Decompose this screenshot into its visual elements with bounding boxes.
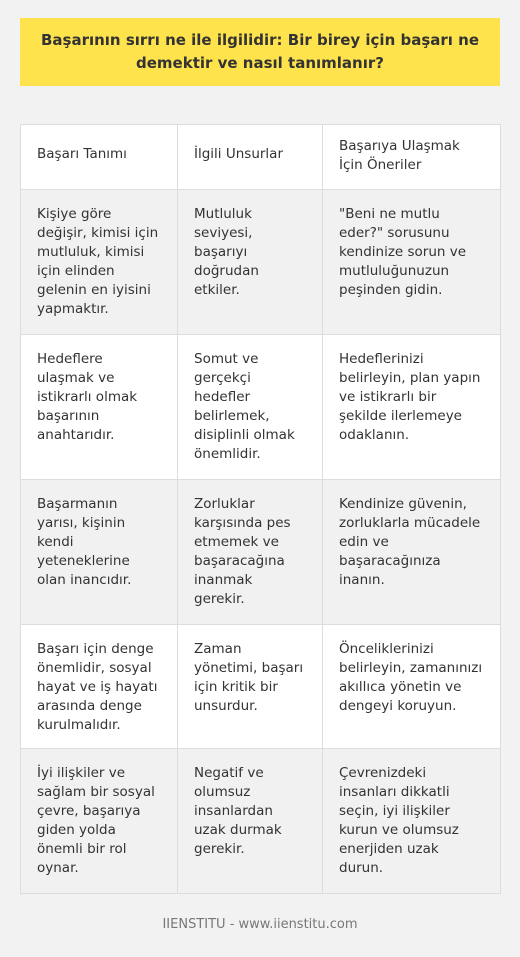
table-cell: Önceliklerinizi belirleyin, zamanınızı akıllıca yönetin ve dengeyi koruyun. — [323, 625, 501, 749]
success-table — [20, 124, 501, 894]
table-cell: Mutluluk seviyesi, başarıyı doğrudan etkiler. — [178, 190, 323, 335]
table-cell: İyi ilişkiler ve sağlam bir sosyal çevre, başarıya giden yolda önemli bir rol oynar. — [21, 749, 178, 894]
table-cell: Kendinize güvenin, zorluklarla mücadele edin ve başaracağınıza inanın. — [323, 480, 501, 625]
table-cell: Başarmanın yarısı, kişinin kendi yeteneklerine olan inancıdır. — [21, 480, 178, 625]
page-title: Başarının sırrı ne ile ilgilidir: Bir birey için başarı ne demektir ve nasıl tanımlanır? — [40, 31, 480, 72]
table-row — [21, 190, 501, 335]
column-header: Başarıya Ulaşmak İçin Öneriler — [323, 125, 501, 190]
table-cell: Kişiye göre değişir, kimisi için mutluluk, kimisi için elinden gelenin en iyisini yapmaktır. — [21, 190, 178, 335]
footer-credit: IIENSTITU - www.iienstitu.com — [162, 917, 358, 932]
table-cell: Zorluklar karşısında pes etmemek ve başaracağına inanmak gerekir. — [178, 480, 323, 625]
table-header-row — [21, 125, 501, 190]
table-cell: Çevrenizdeki insanları dikkatli seçin, iyi ilişkiler kurun ve olumsuz enerjiden uzak durun. — [323, 749, 501, 894]
title-banner — [20, 18, 500, 86]
table-row — [21, 625, 501, 749]
table-cell: Hedeflere ulaşmak ve istikrarlı olmak başarının anahtarıdır. — [21, 335, 178, 480]
table-cell: Hedeflerinizi belirleyin, plan yapın ve istikrarlı bir şekilde ilerlemeye odaklanın. — [323, 335, 501, 480]
table-cell: Negatif ve olumsuz insanlardan uzak durmak gerekir. — [178, 749, 323, 894]
table-row — [21, 480, 501, 625]
table-cell: Zaman yönetimi, başarı için kritik bir unsurdur. — [178, 625, 323, 749]
table-row — [21, 335, 501, 480]
column-header: Başarı Tanımı — [21, 125, 178, 190]
table-row — [21, 749, 501, 894]
table-cell: Somut ve gerçekçi hedefler belirlemek, disiplinli olmak önemlidir. — [178, 335, 323, 480]
table-cell: "Beni ne mutlu eder?" sorusunu kendinize sorun ve mutluluğunuzun peşinden gidin. — [323, 190, 501, 335]
table-cell: Başarı için denge önemlidir, sosyal hayat ve iş hayatı arasında denge kurulmalıdır. — [21, 625, 178, 749]
column-header: İlgili Unsurlar — [178, 125, 323, 190]
